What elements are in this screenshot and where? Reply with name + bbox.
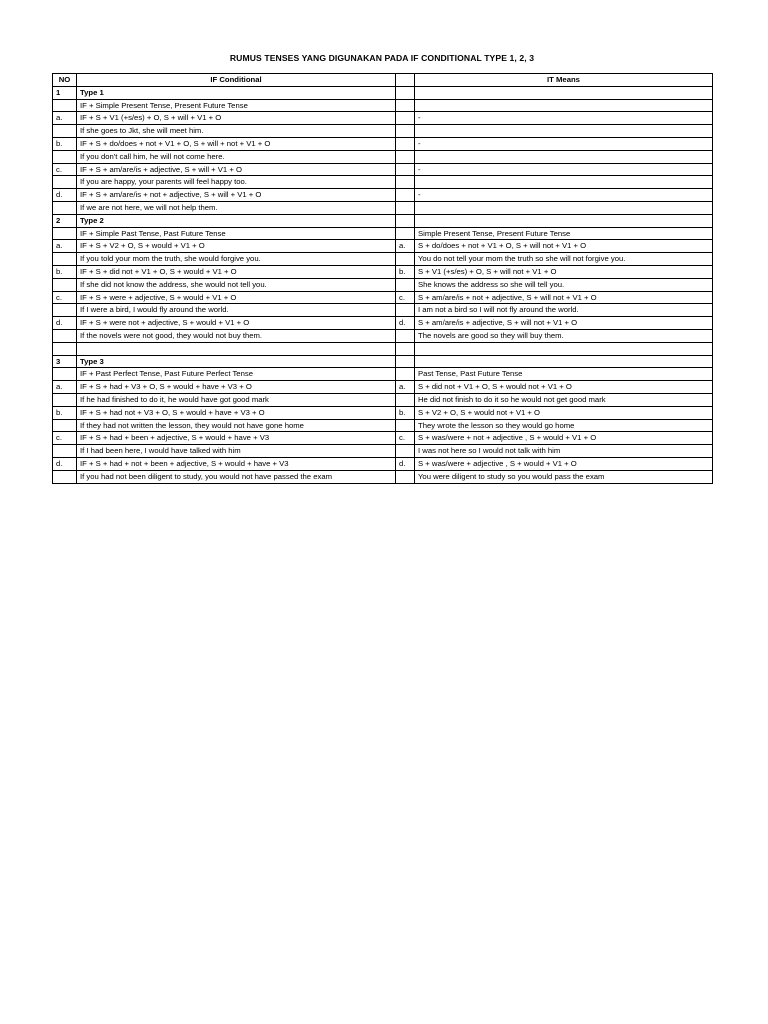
table-row bbox=[53, 189, 713, 202]
cell-it-means: I was not here so I would not talk with him bbox=[415, 445, 713, 458]
cell-it-means: S + am/are/is + adjective, S + will not + V1 + O bbox=[415, 317, 713, 330]
cell-letter bbox=[396, 355, 415, 368]
table-row bbox=[53, 278, 713, 291]
cell-no bbox=[53, 368, 77, 381]
cell-letter bbox=[396, 368, 415, 381]
cell-if-conditional: IF + S + had not + V3 + O, S + would + have + V3 + O bbox=[77, 406, 396, 419]
conditional-table bbox=[52, 73, 713, 484]
cell-letter: a. bbox=[396, 240, 415, 253]
cell-it-means: S + was/were + adjective , S + would + V1 + O bbox=[415, 457, 713, 470]
table-row bbox=[53, 368, 713, 381]
cell-letter: b. bbox=[396, 265, 415, 278]
table-row bbox=[53, 304, 713, 317]
cell-it-means bbox=[415, 342, 713, 355]
table-row bbox=[53, 329, 713, 342]
cell-letter bbox=[396, 278, 415, 291]
cell-no: a. bbox=[53, 240, 77, 253]
cell-no: 2 bbox=[53, 214, 77, 227]
cell-if-conditional: If you told your mom the truth, she would forgive you. bbox=[77, 253, 396, 266]
cell-if-conditional: IF + S + am/are/is + not + adjective, S + will + V1 + O bbox=[77, 189, 396, 202]
table-body bbox=[53, 86, 713, 483]
cell-letter: c. bbox=[396, 291, 415, 304]
cell-if-conditional bbox=[77, 342, 396, 355]
cell-it-means: S + V2 + O, S + would not + V1 + O bbox=[415, 406, 713, 419]
cell-if-conditional: IF + S + had + V3 + O, S + would + have + V3 + O bbox=[77, 381, 396, 394]
cell-letter bbox=[396, 201, 415, 214]
cell-if-conditional: If I had been here, I would have talked with him bbox=[77, 445, 396, 458]
table-row bbox=[53, 265, 713, 278]
cell-if-conditional: IF + S + V1 (+s/es) + O, S + will + V1 + O bbox=[77, 112, 396, 125]
cell-no bbox=[53, 304, 77, 317]
cell-no bbox=[53, 278, 77, 291]
cell-if-conditional: IF + S + had + been + adjective, S + would + have + V3 bbox=[77, 432, 396, 445]
cell-if-conditional: IF + S + am/are/is + adjective, S + will + V1 + O bbox=[77, 163, 396, 176]
header-it-means: IT Means bbox=[415, 74, 713, 87]
cell-no bbox=[53, 99, 77, 112]
cell-if-conditional: IF + S + were not + adjective, S + would + V1 + O bbox=[77, 317, 396, 330]
table-row bbox=[53, 86, 713, 99]
table-row bbox=[53, 99, 713, 112]
table-row bbox=[53, 163, 713, 176]
cell-if-conditional: IF + Simple Past Tense, Past Future Tense bbox=[77, 227, 396, 240]
cell-letter bbox=[396, 112, 415, 125]
cell-letter bbox=[396, 227, 415, 240]
cell-it-means: S + was/were + not + adjective , S + would + V1 + O bbox=[415, 432, 713, 445]
cell-it-means bbox=[415, 355, 713, 368]
cell-it-means: You do not tell your mom the truth so she will not forgive you. bbox=[415, 253, 713, 266]
cell-letter bbox=[396, 253, 415, 266]
cell-no: 1 bbox=[53, 86, 77, 99]
cell-it-means: S + am/are/is + not + adjective, S + will not + V1 + O bbox=[415, 291, 713, 304]
cell-letter bbox=[396, 125, 415, 138]
cell-it-means bbox=[415, 125, 713, 138]
cell-letter bbox=[396, 470, 415, 483]
cell-if-conditional: If she did not know the address, she would not tell you. bbox=[77, 278, 396, 291]
cell-no bbox=[53, 176, 77, 189]
table-row bbox=[53, 150, 713, 163]
cell-if-conditional: If you don't call him, he will not come here. bbox=[77, 150, 396, 163]
cell-letter bbox=[396, 99, 415, 112]
cell-if-conditional: Type 2 bbox=[77, 214, 396, 227]
cell-letter bbox=[396, 150, 415, 163]
cell-if-conditional: IF + S + were + adjective, S + would + V1 + O bbox=[77, 291, 396, 304]
cell-it-means bbox=[415, 150, 713, 163]
cell-letter bbox=[396, 86, 415, 99]
cell-letter bbox=[396, 329, 415, 342]
cell-no bbox=[53, 419, 77, 432]
cell-it-means bbox=[415, 86, 713, 99]
page-title: RUMUS TENSES YANG DIGUNAKAN PADA IF CONDITIONAL TYPE 1, 2, 3 bbox=[229, 53, 535, 63]
cell-no: d. bbox=[53, 317, 77, 330]
table-row bbox=[53, 291, 713, 304]
table-header-row bbox=[53, 74, 713, 87]
cell-if-conditional: If he had finished to do it, he would have got good mark bbox=[77, 393, 396, 406]
table-row bbox=[53, 355, 713, 368]
cell-if-conditional: If she goes to Jkt, she will meet him. bbox=[77, 125, 396, 138]
cell-it-means: Simple Present Tense, Present Future Tense bbox=[415, 227, 713, 240]
cell-it-means: S + V1 (+s/es) + O, S + will not + V1 + O bbox=[415, 265, 713, 278]
table-row bbox=[53, 470, 713, 483]
cell-it-means: - bbox=[415, 163, 713, 176]
cell-it-means bbox=[415, 99, 713, 112]
cell-if-conditional: IF + S + had + not + been + adjective, S + would + have + V3 bbox=[77, 457, 396, 470]
cell-it-means: - bbox=[415, 137, 713, 150]
cell-no: 3 bbox=[53, 355, 77, 368]
cell-no bbox=[53, 470, 77, 483]
cell-it-means: S + do/does + not + V1 + O, S + will not + V1 + O bbox=[415, 240, 713, 253]
cell-no bbox=[53, 253, 77, 266]
cell-if-conditional: If they had not written the lesson, they would not have gone home bbox=[77, 419, 396, 432]
cell-it-means: She knows the address so she will tell you. bbox=[415, 278, 713, 291]
cell-it-means bbox=[415, 176, 713, 189]
cell-if-conditional: If you had not been diligent to study, you would not have passed the exam bbox=[77, 470, 396, 483]
cell-it-means: I am not a bird so I will not fly around the world. bbox=[415, 304, 713, 317]
cell-no: d. bbox=[53, 457, 77, 470]
cell-letter bbox=[396, 393, 415, 406]
table-row bbox=[53, 393, 713, 406]
cell-no: b. bbox=[53, 137, 77, 150]
cell-it-means: The novels are good so they will buy them. bbox=[415, 329, 713, 342]
table-row bbox=[53, 419, 713, 432]
cell-no bbox=[53, 445, 77, 458]
cell-if-conditional: IF + S + V2 + O, S + would + V1 + O bbox=[77, 240, 396, 253]
table-row bbox=[53, 240, 713, 253]
table-row bbox=[53, 381, 713, 394]
table-row bbox=[53, 112, 713, 125]
table-row bbox=[53, 317, 713, 330]
table-row bbox=[53, 253, 713, 266]
cell-it-means: They wrote the lesson so they would go home bbox=[415, 419, 713, 432]
cell-no: c. bbox=[53, 163, 77, 176]
cell-letter bbox=[396, 137, 415, 150]
header-if-conditional: IF Conditional bbox=[77, 74, 396, 87]
header-letter bbox=[396, 74, 415, 87]
cell-letter: d. bbox=[396, 457, 415, 470]
cell-it-means bbox=[415, 214, 713, 227]
cell-no: d. bbox=[53, 189, 77, 202]
table-row bbox=[53, 432, 713, 445]
cell-it-means: Past Tense, Past Future Tense bbox=[415, 368, 713, 381]
table-row bbox=[53, 406, 713, 419]
cell-no bbox=[53, 201, 77, 214]
cell-it-means: - bbox=[415, 112, 713, 125]
cell-it-means: He did not finish to do it so he would not get good mark bbox=[415, 393, 713, 406]
cell-if-conditional: IF + S + do/does + not + V1 + O, S + will + not + V1 + O bbox=[77, 137, 396, 150]
table-row bbox=[53, 445, 713, 458]
cell-no bbox=[53, 329, 77, 342]
cell-no: a. bbox=[53, 112, 77, 125]
table-row bbox=[53, 201, 713, 214]
cell-letter: b. bbox=[396, 406, 415, 419]
cell-if-conditional: IF + Past Perfect Tense, Past Future Perfect Tense bbox=[77, 368, 396, 381]
cell-if-conditional: IF + Simple Present Tense, Present Future Tense bbox=[77, 99, 396, 112]
cell-no: c. bbox=[53, 432, 77, 445]
cell-letter: d. bbox=[396, 317, 415, 330]
cell-it-means bbox=[415, 201, 713, 214]
cell-if-conditional: IF + S + did not + V1 + O, S + would + V1 + O bbox=[77, 265, 396, 278]
cell-if-conditional: Type 1 bbox=[77, 86, 396, 99]
cell-letter bbox=[396, 214, 415, 227]
cell-no bbox=[53, 227, 77, 240]
header-no: NO bbox=[53, 74, 77, 87]
table-row bbox=[53, 214, 713, 227]
cell-no bbox=[53, 342, 77, 355]
table-row bbox=[53, 137, 713, 150]
cell-no: a. bbox=[53, 381, 77, 394]
cell-letter bbox=[396, 189, 415, 202]
table-row bbox=[53, 125, 713, 138]
table-row bbox=[53, 227, 713, 240]
cell-letter bbox=[396, 445, 415, 458]
cell-letter: a. bbox=[396, 381, 415, 394]
cell-letter bbox=[396, 176, 415, 189]
cell-no: c. bbox=[53, 291, 77, 304]
table-row bbox=[53, 457, 713, 470]
cell-it-means: You were diligent to study so you would pass the exam bbox=[415, 470, 713, 483]
cell-no bbox=[53, 125, 77, 138]
cell-no bbox=[53, 393, 77, 406]
cell-no bbox=[53, 150, 77, 163]
cell-letter bbox=[396, 342, 415, 355]
cell-letter bbox=[396, 163, 415, 176]
cell-if-conditional: If the novels were not good, they would not buy them. bbox=[77, 329, 396, 342]
table-row bbox=[53, 342, 713, 355]
cell-it-means: - bbox=[415, 189, 713, 202]
cell-if-conditional: If we are not here, we will not help them. bbox=[77, 201, 396, 214]
cell-no: b. bbox=[53, 265, 77, 278]
table-row bbox=[53, 176, 713, 189]
cell-no: b. bbox=[53, 406, 77, 419]
cell-it-means: S + did not + V1 + O, S + would not + V1 + O bbox=[415, 381, 713, 394]
cell-if-conditional: If I were a bird, I would fly around the world. bbox=[77, 304, 396, 317]
cell-letter: c. bbox=[396, 432, 415, 445]
cell-letter bbox=[396, 304, 415, 317]
cell-if-conditional: If you are happy, your parents will feel happy too. bbox=[77, 176, 396, 189]
cell-if-conditional: Type 3 bbox=[77, 355, 396, 368]
cell-letter bbox=[396, 419, 415, 432]
